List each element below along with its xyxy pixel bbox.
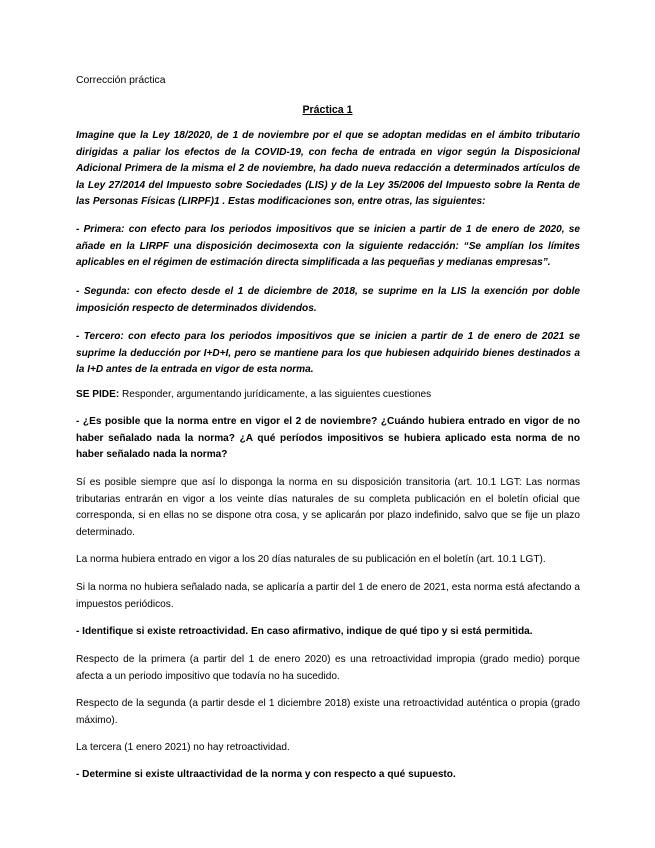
- answer-2b: Respecto de la segunda (a partir desde el 1 diciembre 2018) existe una retroactividad auténtica o propia (grado máximo).: [76, 698, 580, 726]
- document-title: Práctica 1: [302, 104, 353, 116]
- answer-1a: Sí es posible siempre que así lo disponga la norma en su disposición transitoria (art. 10.1 LGT: Las normas tributarias entrarán en vigor a los veinte días naturales de su completa publicación en el boletín oficial que corresponda, si en ellas no se dispone otra cosa, y se aplicarán por plazo indefinido, salvo que se fije un plazo determinado.: [76, 477, 580, 538]
- intro-paragraph: Imagine que la Ley 18/2020, de 1 de noviembre por el que se adoptan medidas en el ámbito tributario dirigidas a paliar los efectos de la COVID-19, con fecha de entrada en vigor según la Disposicional Adicional Primera de la misma el 2 de noviembre, ha dado nueva redacción a determinados artículos de la Ley 27/2014 del Impuesto sobre Sociedades (LIS) y de la Ley 35/2006 del Impuesto sobre la Renta de las Personas Físicas (LIRPF)1 . Estas modificaciones son, entre otras, las siguientes:: [76, 130, 580, 207]
- question-1: - ¿Es posible que la norma entre en vigor el 2 de noviembre? ¿Cuándo hubiera entrado en vigor de no haber señalado nada la norma? ¿A qué períodos impositivos se hubiera aplicado esta norma de no haber señalado nada la norma?: [76, 416, 580, 460]
- se-pide-label: SE PIDE:: [76, 389, 120, 400]
- answer-1b: La norma hubiera entrado en vigor a los 20 días naturales de su publicación en el boletín (art. 10.1 LGT).: [76, 554, 546, 565]
- question-2: - Identifique si existe retroactividad. En caso afirmativo, indique de qué tipo y si está permitida.: [76, 626, 533, 637]
- se-pide-text: Responder, argumentando jurídicamente, a las siguientes cuestiones: [119, 389, 432, 400]
- se-pide-paragraph: [76, 387, 580, 404]
- modification-item-3: - Tercero: con efecto para los periodos impositivos que se inicien a partir de 1 de enero de 2021 se suprime la deducción por I+D+I, pero se mantiene para los que hubiesen adquirido bienes destinados a la I+D antes de la entrada en vigor de esta norma.: [76, 331, 580, 375]
- question-3: - Determine si existe ultraactividad de la norma y con respecto a qué supuesto.: [76, 769, 456, 780]
- answer-2c: La tercera (1 enero 2021) no hay retroactividad.: [76, 742, 290, 753]
- document-header: Corrección práctica: [76, 75, 166, 86]
- answer-1c: Si la norma no hubiera señalado nada, se aplicaría a partir del 1 de enero de 2021, esta norma está afectando a impuestos periódicos.: [76, 582, 580, 610]
- modification-item-1: - Primera: con efecto para los periodos impositivos que se inicien a partir de 1 de enero de 2020, se añade en la LIRPF una disposición decimosexta con la siguiente redacción: “Se amplían los límites aplicables en el régimen de estimación directa simplificada a las pequeñas y medianas empresas”.: [76, 224, 580, 268]
- modification-item-2: - Segunda: con efecto desde el 1 de diciembre de 2018, se suprime en la LIS la exención por doble imposición respecto de determinados dividendos.: [76, 286, 580, 314]
- answer-2a: Respecto de la primera (a partir del 1 de enero 2020) es una retroactividad impropia (grado medio) porque afecta a un periodo impositivo que todavía no ha sucedido.: [76, 654, 580, 682]
